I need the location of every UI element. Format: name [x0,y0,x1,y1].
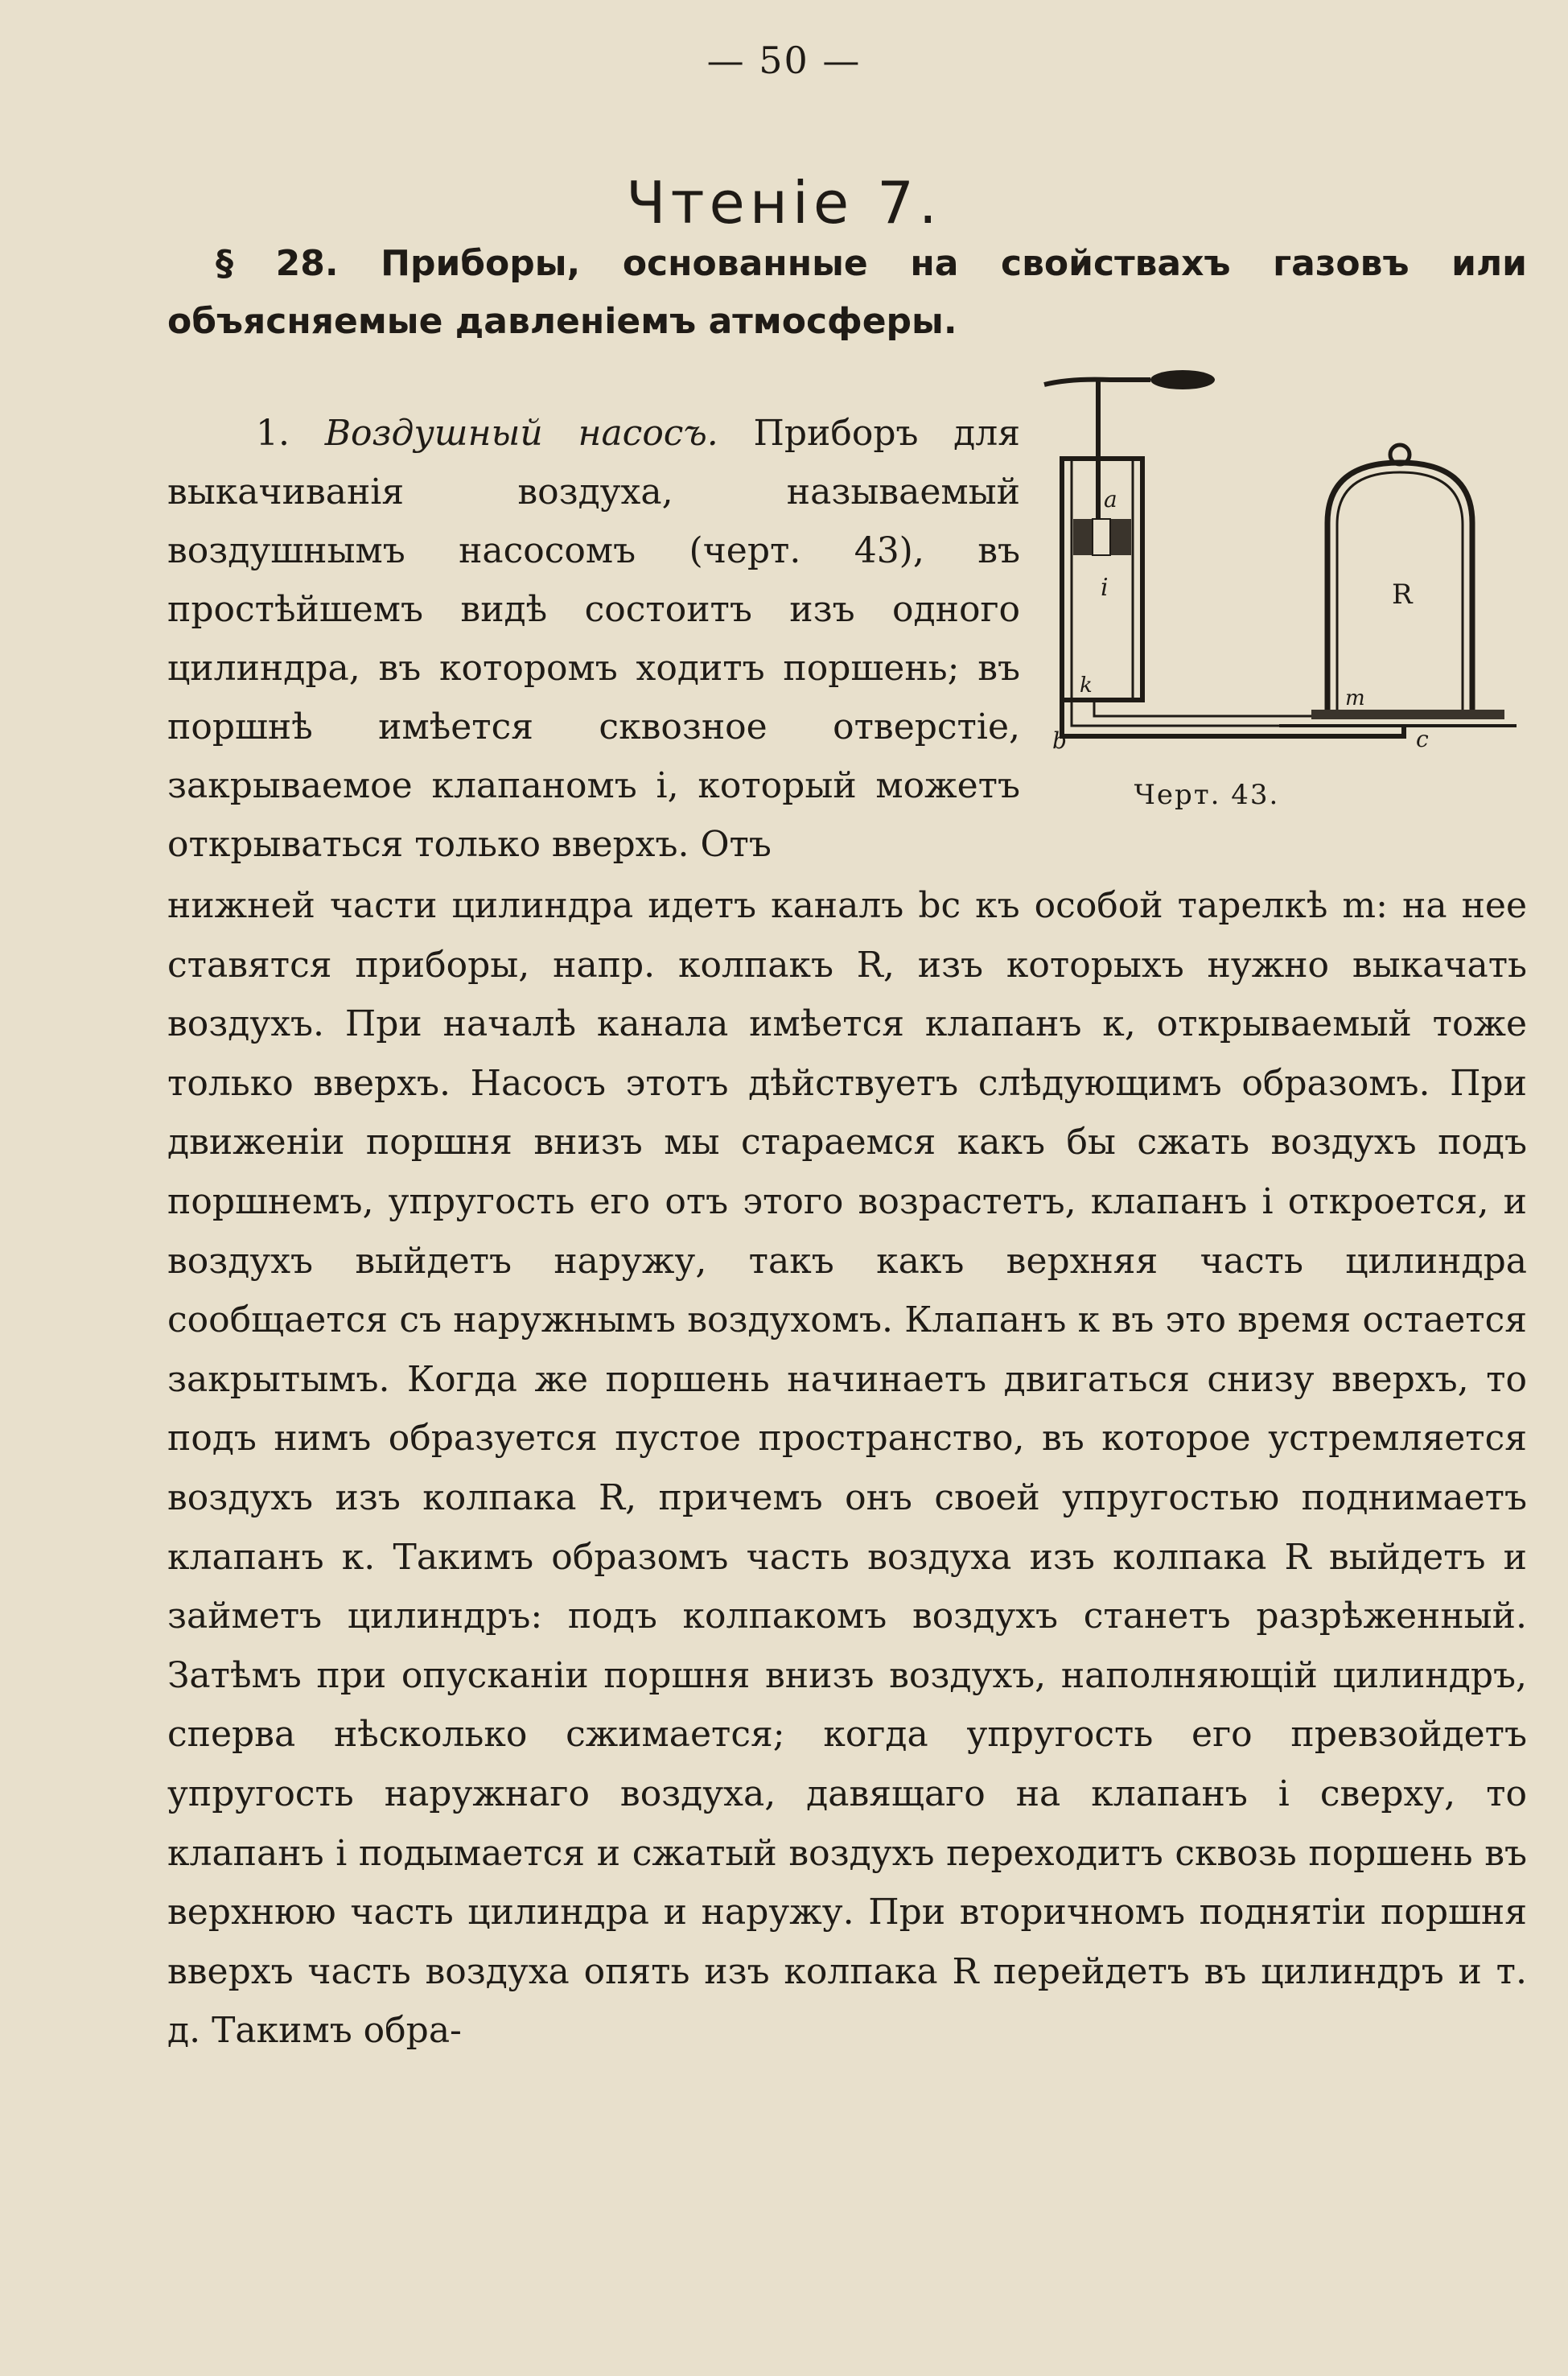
label-c: c [1416,726,1429,752]
air-pump-diagram [1038,362,1521,772]
figure-air-pump [1038,362,1521,821]
figure-caption: Черт. 43. [1134,779,1280,811]
term-air-pump: Воздушный насосъ. [324,413,718,454]
intro-paragraph [167,404,1020,874]
page-number: — 50 — [706,39,862,82]
item-number: 1. [256,413,290,454]
section-heading: § 28. Приборы, основанные на свойствахъ газовъ или объясняемые давленіемъ атмосферы. [167,243,1527,342]
intro-text: Приборъ для выкачиванія воздуха, называемый воздушнымъ насосомъ (черт. 43), въ простѣйшемъ видѣ состоитъ изъ одного цилиндра, въ которомъ ходитъ поршень; въ поршнѣ имѣется сквозное отверстіе, закрываемое клапаномъ i, который можетъ открываться только вверхъ. Отъ [167,413,1020,865]
label-m: m [1345,686,1365,710]
label-b: b [1052,727,1067,754]
label-k: k [1080,673,1093,698]
label-R: R [1392,579,1413,611]
reading-title: Чтеніе 7. [626,169,942,237]
label-i: i [1101,574,1109,602]
body-paragraph: нижней части цилиндра идетъ каналъ bc къ особой тарелкѣ m: на нее ставятся приборы, напр. колпакъ R, изъ которыхъ нужно выкачать воздухъ. При началѣ канала имѣется клапанъ к, открываемый тоже только вверхъ. Насосъ этотъ дѣйствуетъ слѣдующимъ образомъ. При движеніи поршня внизъ мы стараемся какъ бы сжать воздухъ подъ поршнемъ, упругость его отъ этого возрастетъ, клапанъ i откроется, и воздухъ выйдетъ наружу, такъ какъ верхняя часть цилиндра сообщается съ наружнымъ воздухомъ. Клапанъ к въ это время остается закрытымъ. Когда же поршень начинаетъ двигаться снизу вверхъ, то подъ нимъ образуется пустое пространство, въ которое устремляется воздухъ изъ колпака R, причемъ онъ своей упругостью поднимаетъ клапанъ к. Такимъ образомъ часть воздуха изъ колпака R выйдетъ и займетъ цилиндръ: подъ колпакомъ воздухъ станетъ разрѣженный. Затѣмъ при опусканіи поршня внизъ воздухъ, наполняющій цилиндръ, сперва нѣсколько сжимается; когда упругость его превзойдетъ упругость наружнаго воздуха, давящаго на клапанъ i сверху, то клапанъ i подымается и сжатый воздухъ переходитъ сквозь поршень въ верхнюю часть цилиндра и наружу. При вторичномъ поднятіи поршня вверхъ часть воздуха опять изъ колпака R перейдетъ въ цилиндръ и т. д. Такимъ обра- [167,885,1527,2052]
label-a: a [1104,486,1117,513]
